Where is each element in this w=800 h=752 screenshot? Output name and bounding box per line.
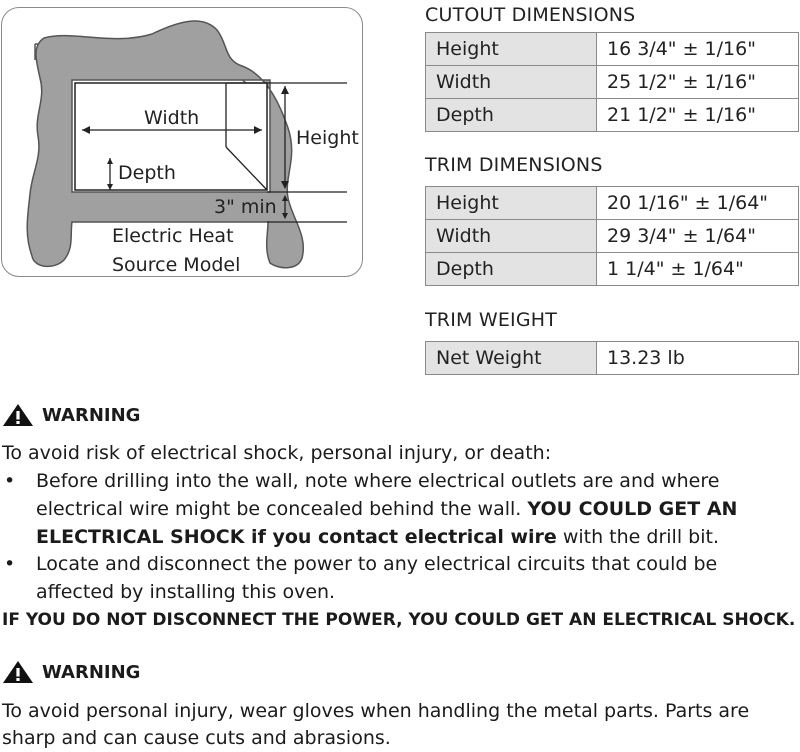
- trim-weight-table: [425, 341, 799, 375]
- model-label-line1: Electric Heat: [112, 225, 234, 247]
- weight-value: 13.23 lb: [597, 342, 799, 375]
- warning-intro: To avoid risk of electrical shock, personal injury, or death:: [2, 442, 552, 464]
- depth-label: Depth: [118, 162, 176, 184]
- bullet1-line3-bold: ELECTRICAL SHOCK if you contact electrical wire: [36, 526, 557, 548]
- bullet2-line1: Locate and disconnect the power to any electrical circuits that could be: [36, 553, 718, 575]
- gloves-warning-line1: To avoid personal injury, wear gloves when handling the metal parts. Parts are: [2, 700, 750, 722]
- dimension-value: 20 1/16" ± 1/64": [597, 187, 799, 220]
- bullet1-line1: Before drilling into the wall, note where electrical outlets are and where: [36, 470, 720, 492]
- dimension-value: 1 1/4" ± 1/64": [597, 253, 799, 286]
- width-label: Width: [144, 107, 200, 129]
- height-label: Height: [296, 127, 359, 149]
- dimension-value: 29 3/4" ± 1/64": [597, 220, 799, 253]
- dimension-label: Height: [426, 187, 597, 220]
- bullet1-line2-bold: YOU COULD GET AN: [527, 498, 738, 520]
- warning-triangle-icon: [2, 403, 34, 427]
- table-row: [426, 33, 799, 66]
- table-row: [426, 342, 799, 375]
- dimension-value: 21 1/2" ± 1/16": [597, 99, 799, 132]
- dimension-label: Depth: [426, 99, 597, 132]
- gloves-warning-line2: sharp and can cause cuts and abrasions.: [2, 727, 391, 749]
- dimension-value: 25 1/2" ± 1/16": [597, 66, 799, 99]
- disconnect-power-caution: IF YOU DO NOT DISCONNECT THE POWER, YOU COULD GET AN ELECTRICAL SHOCK.: [2, 610, 796, 630]
- dimension-value: 16 3/4" ± 1/16": [597, 33, 799, 66]
- bullet1-line2-plain: electrical wire might be concealed behind the wall.: [36, 498, 528, 520]
- bullet1-line3: [36, 523, 719, 551]
- trim-weight-title: TRIM WEIGHT: [425, 309, 558, 331]
- weight-label: Net Weight: [426, 342, 597, 375]
- table-row: [426, 99, 799, 132]
- min-clearance-label: 3" min: [214, 196, 277, 218]
- bullet1-line3-plain: with the drill bit.: [556, 526, 719, 548]
- warning-heading: [2, 660, 140, 684]
- dimension-label: Width: [426, 66, 597, 99]
- table-row: [426, 187, 799, 220]
- list-item: [2, 550, 792, 606]
- bullet1-line2: [36, 495, 737, 523]
- table-row: [426, 66, 799, 99]
- warning-heading-text: WARNING: [42, 404, 141, 426]
- cutout-dimensions-table: [425, 32, 799, 132]
- bullet2-line2: affected by installing this oven.: [36, 581, 336, 603]
- cutout-dimensions-title: CUTOUT DIMENSIONS: [425, 4, 636, 26]
- table-row: [426, 220, 799, 253]
- list-item: [2, 467, 792, 551]
- trim-dimensions-title: TRIM DIMENSIONS: [425, 154, 603, 176]
- warning-heading: [2, 403, 140, 427]
- dimension-label: Depth: [426, 253, 597, 286]
- bullet-point: •: [4, 553, 16, 575]
- trim-dimensions-table: [425, 186, 799, 286]
- bullet-point: •: [4, 470, 16, 492]
- dimension-label: Height: [426, 33, 597, 66]
- cutout-diagram: [1, 7, 363, 277]
- warning-triangle-icon: [2, 660, 34, 684]
- warning-heading-text: WARNING: [42, 661, 141, 683]
- model-label-line2: Source Model: [112, 254, 241, 276]
- table-row: [426, 253, 799, 286]
- dimension-label: Width: [426, 220, 597, 253]
